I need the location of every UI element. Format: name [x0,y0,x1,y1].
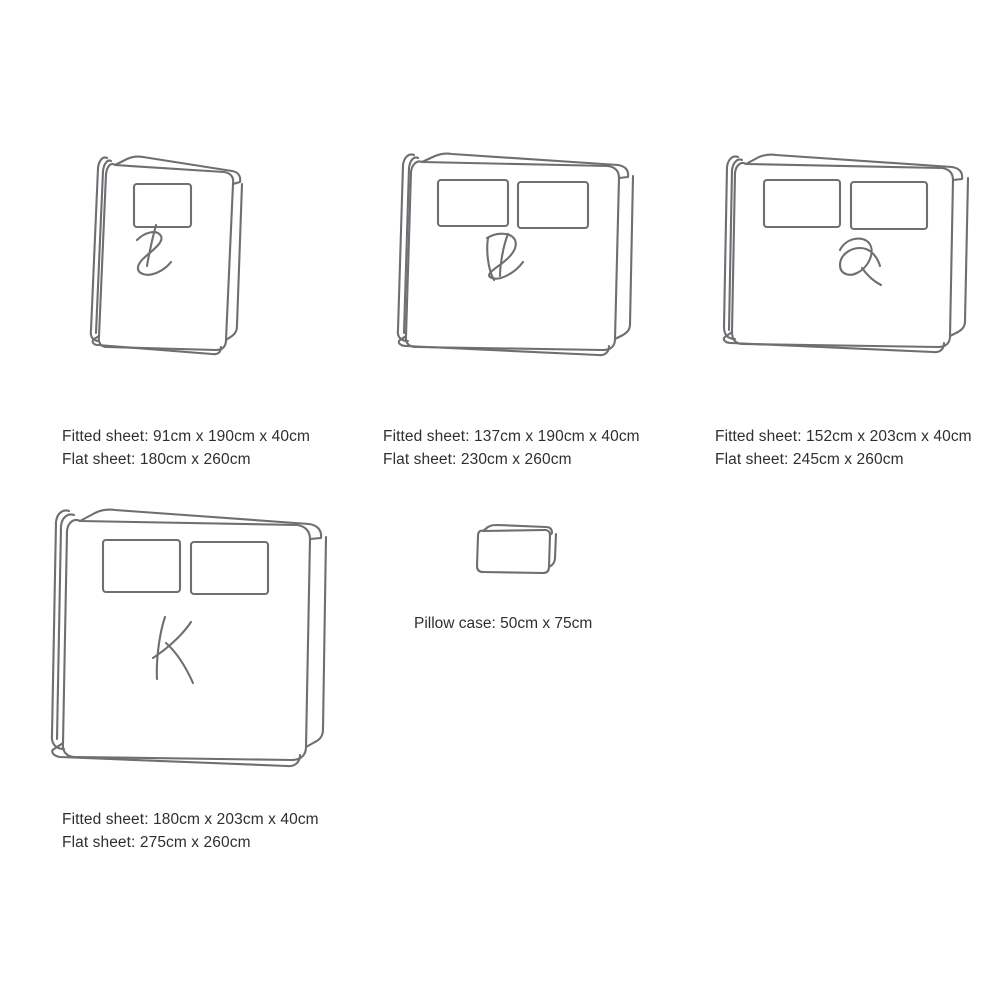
single-flat-sheet-text: Flat sheet: 180cm x 260cm [62,451,251,468]
pillow-drawing [470,515,560,585]
queen-bed-drawing [712,140,977,375]
caption-queen [715,425,972,471]
caption-pillow: Pillow case: 50cm x 75cm [414,615,593,632]
king-fitted-sheet-text: Fitted sheet: 180cm x 203cm x 40cm [62,811,319,828]
double-bed-drawing [390,140,640,380]
double-flat-sheet-text: Flat sheet: 230cm x 260cm [383,451,572,468]
caption-double [383,425,640,471]
bed-illustration-queen [712,140,977,375]
king-bed-drawing [25,495,335,785]
bed-illustration-single [85,140,245,375]
caption-single [62,425,310,471]
single-bed-drawing [85,140,245,375]
bed-illustration-king [25,495,335,785]
queen-fitted-sheet-text: Fitted sheet: 152cm x 203cm x 40cm [715,428,972,445]
single-fitted-sheet-text: Fitted sheet: 91cm x 190cm x 40cm [62,428,310,445]
king-flat-sheet-text: Flat sheet: 275cm x 260cm [62,834,251,851]
pillow-illustration [470,515,560,585]
queen-flat-sheet-text: Flat sheet: 245cm x 260cm [715,451,904,468]
bed-illustration-double [390,140,640,380]
double-fitted-sheet-text: Fitted sheet: 137cm x 190cm x 40cm [383,428,640,445]
caption-king [62,808,319,854]
